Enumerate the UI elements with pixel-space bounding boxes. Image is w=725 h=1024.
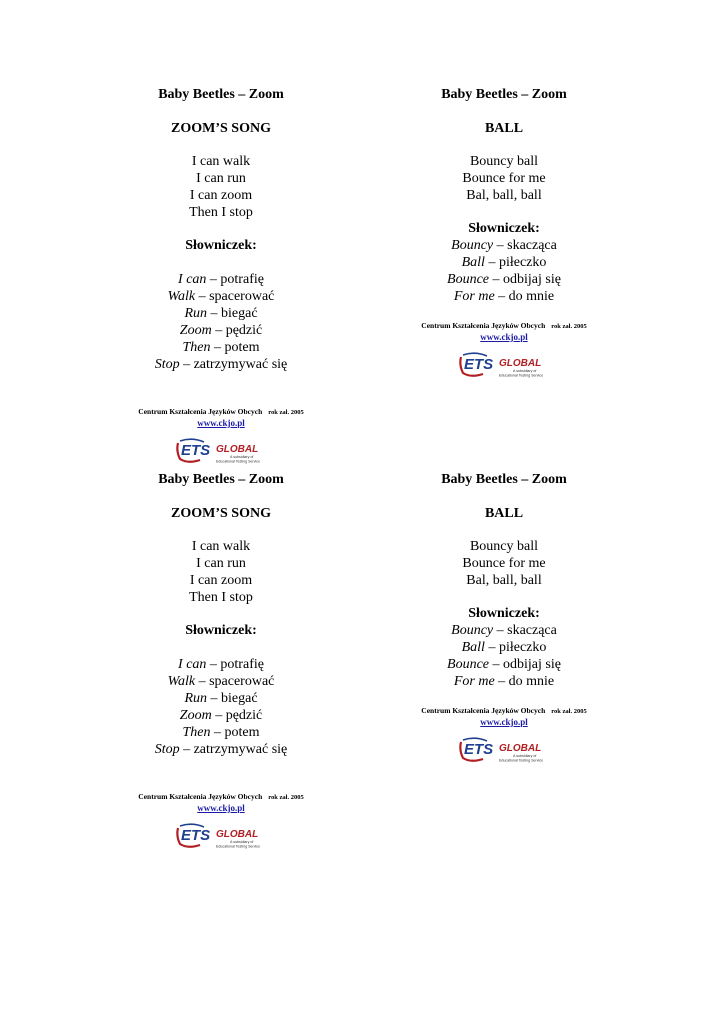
footer-org <box>76 792 366 803</box>
glossary-term: Run <box>184 306 208 321</box>
glossary-separator: – <box>195 289 210 304</box>
song-heading: ZOOM’S SONG <box>171 506 271 521</box>
glossary-separator: – <box>206 272 221 287</box>
glossary-meaning: odbijaj się <box>503 272 561 287</box>
glossary-meaning: skacząca <box>507 623 557 638</box>
glossary-term: Ball <box>461 255 485 270</box>
glossary-meaning: odbijaj się <box>503 657 561 672</box>
glossary-separator: – <box>489 657 504 672</box>
glossary-meaning: spacerować <box>209 674 275 689</box>
glossary-meaning: zatrzymywać się <box>193 357 288 372</box>
glossary-entry <box>359 271 649 288</box>
glossary-separator: – <box>207 306 222 321</box>
lyric-line: Bounce for me <box>462 556 546 571</box>
logo-brand: ETS <box>181 827 211 844</box>
glossary-entry <box>359 639 649 656</box>
ball-lyrics <box>359 153 649 204</box>
logo-tagline: Educational Testing Service <box>499 758 544 763</box>
glossary-entry <box>76 673 366 690</box>
glossary-entry <box>359 288 649 305</box>
glossary-entry <box>76 356 366 373</box>
org-name: Centrum Kształcenia Języków Obcych <box>138 407 263 416</box>
logo-name: GLOBAL <box>216 829 259 840</box>
song-card-bottom <box>76 472 366 850</box>
lyric-line: Bal, ball, ball <box>466 188 542 203</box>
glossary-separator: – <box>210 725 225 740</box>
website-link[interactable]: www.ckjo.pl <box>480 717 528 727</box>
glossary-separator: – <box>211 323 226 338</box>
lyric-line: I can zoom <box>189 573 253 588</box>
song-lyrics <box>76 538 366 606</box>
glossary-entry <box>76 656 366 673</box>
glossary-term: I can <box>178 657 207 672</box>
glossary-meaning: spacerować <box>209 289 275 304</box>
glossary-term: Bouncy <box>451 623 494 638</box>
glossary-entry <box>76 305 366 322</box>
glossary-separator: – <box>494 674 509 689</box>
glossary-term: Stop <box>154 357 180 372</box>
glossary-meaning: do mnie <box>508 289 555 304</box>
glossary-list <box>359 237 649 305</box>
glossary-entry <box>76 339 366 356</box>
ball-card-bottom <box>359 472 649 764</box>
glossary-term: Bounce <box>447 657 490 672</box>
glossary-term: I can <box>178 272 207 287</box>
glossary-list <box>76 656 366 758</box>
glossary-separator: – <box>211 708 226 723</box>
logo-tagline: A subsidiary of <box>513 754 537 758</box>
glossary-separator: – <box>493 623 508 638</box>
glossary-entry <box>76 724 366 741</box>
glossary-entry <box>76 690 366 707</box>
card-title: Baby Beetles – Zoom <box>158 87 284 102</box>
footer <box>359 321 649 343</box>
glossary-term: Zoom <box>179 323 212 338</box>
logo-name: GLOBAL <box>216 444 259 455</box>
glossary-entry <box>76 288 366 305</box>
glossary-meaning: potrafię <box>220 657 264 672</box>
ets-global-logo <box>174 437 268 465</box>
glossary-separator: – <box>179 742 194 757</box>
glossary-separator: – <box>195 674 210 689</box>
glossary-term: Stop <box>154 742 180 757</box>
logo-tagline: Educational Testing Service <box>499 373 544 378</box>
footer <box>76 407 366 429</box>
glossary-entry <box>76 322 366 339</box>
org-name: Centrum Kształcenia Języków Obcych <box>138 792 263 801</box>
footer-org <box>359 706 649 717</box>
ball-heading: BALL <box>484 121 524 136</box>
glossary-meaning: piłeczko <box>498 255 547 270</box>
glossary-term: Bouncy <box>451 238 494 253</box>
lyric-line: Bal, ball, ball <box>466 573 542 588</box>
glossary-term: Then <box>182 340 211 355</box>
glossary-term: For me <box>453 289 495 304</box>
glossary-separator: – <box>179 357 194 372</box>
glossary-meaning: biegać <box>221 306 258 321</box>
glossary-meaning: potem <box>224 340 260 355</box>
glossary-term: Walk <box>167 674 196 689</box>
glossary-separator: – <box>207 691 222 706</box>
logo-tagline: Educational Testing Service <box>216 459 261 464</box>
glossary-entry <box>359 254 649 271</box>
logo-name: GLOBAL <box>499 358 542 369</box>
logo-tagline: A subsidiary of <box>230 840 254 844</box>
card-title: Baby Beetles – Zoom <box>441 472 567 487</box>
card-title: Baby Beetles – Zoom <box>441 87 567 102</box>
card-title: Baby Beetles – Zoom <box>158 472 284 487</box>
glossary-term: Ball <box>461 640 485 655</box>
song-lyrics <box>76 153 366 221</box>
lyric-line: Bouncy ball <box>469 154 539 169</box>
glossary-heading: Słowniczek: <box>468 221 540 236</box>
ball-lyrics <box>359 538 649 589</box>
glossary-entry <box>76 271 366 288</box>
glossary-heading: Słowniczek: <box>468 606 540 621</box>
footer-org <box>76 407 366 418</box>
footer <box>359 706 649 728</box>
glossary-meaning: potrafię <box>220 272 264 287</box>
glossary-separator: – <box>489 272 504 287</box>
org-year: rok zał. 2005 <box>551 708 587 715</box>
org-year: rok zał. 2005 <box>551 323 587 330</box>
glossary-separator: – <box>210 340 225 355</box>
lyric-line: Then I stop <box>189 590 253 605</box>
glossary-separator: – <box>484 640 499 655</box>
org-name: Centrum Kształcenia Języków Obcych <box>421 706 546 715</box>
glossary-term: Bounce <box>447 272 490 287</box>
logo-tagline: Educational Testing Service <box>216 844 261 849</box>
glossary-list <box>359 622 649 690</box>
ets-global-logo <box>457 351 551 379</box>
lyric-line: I can walk <box>191 154 251 169</box>
glossary-entry <box>359 622 649 639</box>
glossary-meaning: pędzić <box>225 708 263 723</box>
logo-brand: ETS <box>464 356 494 373</box>
org-year: rok zał. 2005 <box>268 794 304 801</box>
lyric-line: Bouncy ball <box>469 539 539 554</box>
logo-tagline: A subsidiary of <box>513 369 537 373</box>
glossary-list <box>76 271 366 373</box>
lyric-line: I can walk <box>191 539 251 554</box>
org-year: rok zał. 2005 <box>268 409 304 416</box>
footer <box>76 792 366 814</box>
glossary-entry <box>359 237 649 254</box>
website-link[interactable]: www.ckjo.pl <box>197 803 245 813</box>
glossary-meaning: biegać <box>221 691 258 706</box>
logo-brand: ETS <box>181 442 211 459</box>
glossary-separator: – <box>206 657 221 672</box>
logo-tagline: A subsidiary of <box>230 455 254 459</box>
glossary-term: For me <box>453 674 495 689</box>
song-heading: ZOOM’S SONG <box>171 121 271 136</box>
glossary-meaning: pędzić <box>225 323 263 338</box>
website-link[interactable]: www.ckjo.pl <box>197 418 245 428</box>
glossary-separator: – <box>494 289 509 304</box>
glossary-entry <box>359 656 649 673</box>
glossary-term: Zoom <box>179 708 212 723</box>
lyric-line: Then I stop <box>189 205 253 220</box>
glossary-meaning: piłeczko <box>498 640 547 655</box>
ets-global-logo <box>174 822 268 850</box>
org-name: Centrum Kształcenia Języków Obcych <box>421 321 546 330</box>
lyric-line: I can run <box>196 556 246 571</box>
lyric-line: I can zoom <box>189 188 253 203</box>
glossary-term: Then <box>182 725 211 740</box>
website-link[interactable]: www.ckjo.pl <box>480 332 528 342</box>
glossary-entry <box>76 707 366 724</box>
logo-brand: ETS <box>464 741 494 758</box>
lyric-line: Bounce for me <box>462 171 546 186</box>
glossary-heading: Słowniczek: <box>185 623 257 638</box>
glossary-meaning: do mnie <box>508 674 555 689</box>
glossary-term: Walk <box>167 289 196 304</box>
glossary-heading: Słowniczek: <box>185 238 257 253</box>
glossary-meaning: zatrzymywać się <box>193 742 288 757</box>
song-card-top <box>76 87 366 465</box>
glossary-meaning: skacząca <box>507 238 557 253</box>
footer-org <box>359 321 649 332</box>
glossary-entry <box>359 673 649 690</box>
ball-card-top <box>359 87 649 379</box>
glossary-separator: – <box>493 238 508 253</box>
glossary-meaning: potem <box>224 725 260 740</box>
logo-name: GLOBAL <box>499 743 542 754</box>
glossary-separator: – <box>484 255 499 270</box>
glossary-entry <box>76 741 366 758</box>
lyric-line: I can run <box>196 171 246 186</box>
ets-global-logo <box>457 736 551 764</box>
ball-heading: BALL <box>484 506 524 521</box>
glossary-term: Run <box>184 691 208 706</box>
